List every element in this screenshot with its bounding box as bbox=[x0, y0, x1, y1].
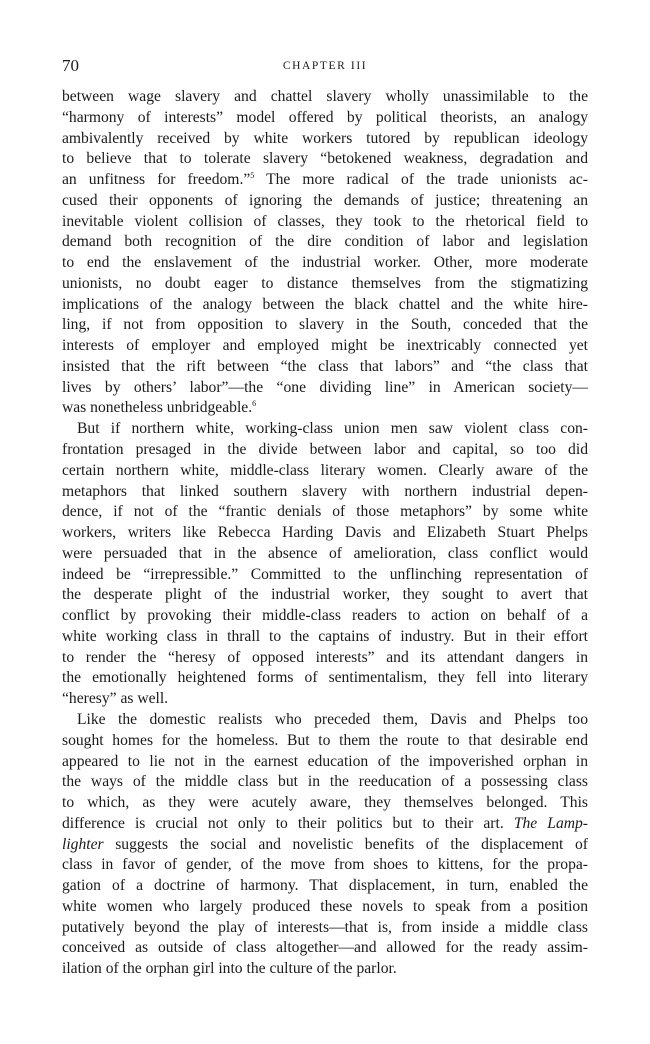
text-line: white women who largely produced these novels to speak from a position bbox=[62, 897, 588, 915]
text-line: were persuaded that in the absence of amelioration, class conflict would bbox=[62, 544, 588, 562]
text-line: workers, writers like Rebecca Harding Davis and Elizabeth Stuart Phelps bbox=[62, 524, 588, 542]
text-line: dence, if not of the “frantic denials of those metaphors” by some white bbox=[62, 503, 588, 521]
text-line: “harmony of interests” model offered by political theorists, an analogy bbox=[62, 108, 588, 126]
text-segment: difference is crucial not only to their politics but to their art. bbox=[62, 814, 514, 832]
text-line: demand both recognition of the dire condition of labor and legislation bbox=[62, 233, 588, 251]
text-line: certain northern white, middle-class literary women. Clearly aware of the bbox=[62, 461, 588, 479]
text-line: putatively beyond the play of interests—that is, from inside a middle class bbox=[62, 918, 588, 936]
text-line: ilation of the orphan girl into the culture of the parlor. bbox=[62, 960, 397, 978]
text-line: between wage slavery and chattel slavery wholly unassimilable to the bbox=[62, 88, 588, 105]
text-line: unionists, no doubt eager to distance themselves from the stigmatizing bbox=[62, 274, 588, 292]
book-title: lighter bbox=[62, 835, 104, 853]
text-line: interests of employer and employed might be inextricably connected yet bbox=[62, 337, 588, 355]
text-line: white working class in thrall to the captains of industry. But in their effort bbox=[62, 627, 588, 645]
text-segment: suggests the social and novelistic benefits of the displacement of bbox=[103, 835, 588, 853]
text-line: gation of a doctrine of harmony. That displacement, in turn, enabled the bbox=[62, 877, 588, 895]
text-line bbox=[62, 170, 588, 191]
text-line: sought homes for the homeless. But to them the route to that desirable end bbox=[62, 731, 588, 749]
text-line: implications of the analogy between the black chattel and the white hire- bbox=[62, 295, 588, 313]
text-line: to render the “heresy of opposed interests” and its attendant dangers in bbox=[62, 648, 588, 666]
text-line bbox=[62, 835, 588, 856]
paragraph-3 bbox=[62, 710, 588, 980]
text-line: to believe that to tolerate slavery “betokened weakness, degradation and bbox=[62, 150, 588, 168]
text-line: Like the domestic realists who preceded them, Davis and Phelps too bbox=[77, 710, 588, 728]
text-line: conflict by provoking their middle-class readers to action on behalf of a bbox=[62, 607, 588, 625]
paragraph-1 bbox=[62, 87, 588, 419]
text-segment: an unfitness for freedom.” bbox=[62, 171, 251, 189]
text-line: ambivalently received by white workers tutored by republican ideology bbox=[62, 129, 588, 147]
body-text bbox=[62, 87, 588, 980]
chapter-title: CHAPTER III bbox=[282, 60, 368, 72]
footnote-marker-6[interactable]: 6 bbox=[252, 399, 257, 409]
page-number: 70 bbox=[62, 56, 79, 75]
text-line: indeed be “irrepressible.” Committed to the unflinching representation of bbox=[62, 565, 588, 583]
text-line: frontation presaged in the divide between labor and capital, so too did bbox=[62, 441, 588, 459]
text-line: “heresy” as well. bbox=[62, 690, 169, 708]
text-line: the ways of the middle class but in the reeducation of a possessing class bbox=[62, 773, 588, 791]
text-line: lives by others’ labor”—the “one dividing line” in American society— bbox=[62, 378, 588, 396]
text-line: appeared to lie not in the earnest education of the impoverished orphan in bbox=[62, 752, 588, 770]
text-line bbox=[62, 398, 588, 419]
text-line: cused their opponents of ignoring the demands of justice; threatening an bbox=[62, 191, 588, 209]
text-line: ling, if not from opposition to slavery in the South, conceded that the bbox=[62, 316, 588, 334]
text-line bbox=[62, 814, 588, 835]
text-line: the emotionally heightened forms of sentimentalism, they fell into literary bbox=[62, 669, 588, 687]
text-line: conceived as outside of class altogether—and allowed for the ready assim- bbox=[62, 939, 588, 957]
text-line: the desperate plight of the industrial worker, they sought to avert that bbox=[62, 586, 588, 604]
text-line: insisted that the rift between “the class that labors” and “the class that bbox=[62, 357, 588, 375]
footnote-marker-5[interactable]: 5 bbox=[250, 171, 255, 181]
running-head bbox=[62, 54, 588, 78]
paragraph-2 bbox=[62, 419, 588, 710]
text-segment: The more radical of the trade unionists ac- bbox=[254, 171, 588, 189]
text-line: metaphors that linked southern slavery with northern industrial depen- bbox=[62, 482, 588, 500]
text-line: to which, as they were acutely aware, they themselves belonged. This bbox=[62, 794, 588, 812]
text-line: to end the enslavement of the industrial worker. Other, more moderate bbox=[62, 254, 588, 272]
text-line: But if northern white, working-class union men saw violent class con- bbox=[77, 420, 588, 438]
text-segment: was nonetheless unbridgeable. bbox=[62, 399, 253, 417]
text-line: class in favor of gender, of the move from shoes to kittens, for the propa- bbox=[62, 856, 588, 874]
text-line: inevitable violent collision of classes, they took to the rhetorical field to bbox=[62, 212, 588, 230]
book-title: The Lamp- bbox=[513, 814, 588, 832]
